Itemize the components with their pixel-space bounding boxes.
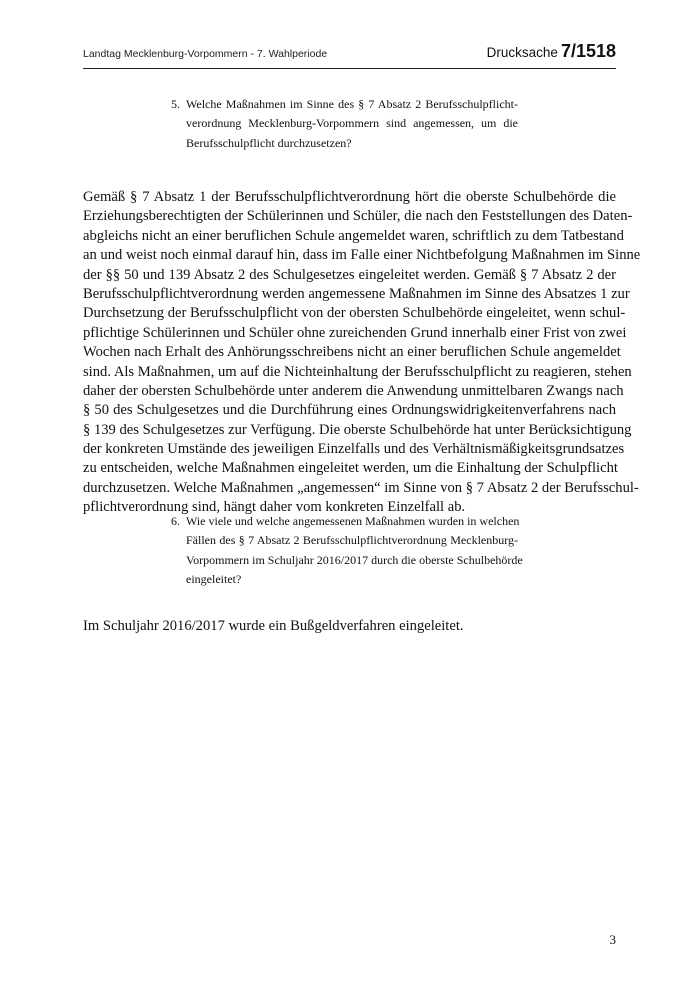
answer-line: Gemäß § 7 Absatz 1 der Berufsschulpflichtverordnung hört die oberste Schulbehörde die [83, 189, 616, 205]
parliament-title: Landtag Mecklenburg-Vorpommern - 7. Wahlperiode [83, 48, 328, 60]
answer-line: Berufsschulpflichtverordnung werden angemessene Maßnahmen im Sinne des Absatzes 1 zur [83, 285, 630, 302]
answer-5 [83, 188, 641, 518]
question-line: eingeleitet? [186, 572, 242, 587]
question-line: verordnung Mecklenburg-Vorpommern sind angemessen, um die [186, 116, 518, 131]
answer-line: § 50 des Schulgesetzes und die Durchführung eines Ordnungswidrigkeitenverfahrens nach [83, 402, 616, 419]
question-line: Fällen des § 7 Absatz 2 Berufsschulpflichtverordnung Mecklenburg- [186, 533, 518, 548]
page-header [83, 40, 616, 69]
answer-line: § 139 des Schulgesetzes zur Verfügung. Die oberste Schulbehörde hat unter Berücksichtigung [83, 421, 632, 438]
answer-line: der konkreten Umstände des jeweiligen Einzelfalls und des Verhältnismäßigkeitsgrundsatzes [83, 441, 625, 458]
answer-line: zu entscheiden, welche Maßnahmen eingeleitet werden, um die Einhaltung der Schulpflicht [83, 460, 618, 477]
answer-line: an und weist noch einmal darauf hin, dass im Falle einer Nichtbefolgung Maßnahmen im Sinne [83, 247, 641, 264]
answer-line: pflichtverordnung sind, hängt daher vom konkreten Einzelfall ab. [83, 499, 466, 516]
answer-line: daher der obersten Schulbehörde unter anderem die Anwendung unmittelbaren Zwangs nach [83, 382, 624, 399]
question-line: Vorpommern im Schuljahr 2016/2017 durch die oberste Schulbehörde [186, 552, 523, 567]
question-number: 5. [171, 97, 180, 111]
document-number [487, 41, 616, 62]
answer-6 [83, 617, 616, 636]
question-line: Berufsschulpflicht durchzusetzen? [186, 135, 352, 150]
answer-line: pflichtige Schülerinnen und Schüler ohne zureichenden Grund innerhalb einer Frist von zwei [83, 324, 627, 341]
question-6 [171, 514, 523, 587]
answer-line: Durchsetzung der Berufsschulpflicht von der obersten Schulbehörde eingeleitet, wenn schul- [83, 305, 626, 322]
answer-line: sind. Als Maßnahmen, um auf die Nichteinhaltung der Berufsschulpflicht zu reagieren, stehen [83, 363, 632, 380]
question-5 [171, 97, 518, 150]
answer-line: durchzusetzen. Welche Maßnahmen „angemessen“ im Sinne von § 7 Absatz 2 der Berufsschul- [83, 479, 639, 496]
answer-line: Wochen nach Erhalt des Anhörungsschreibens nicht an einer beruflichen Schule angemeldet [83, 344, 621, 361]
question-line: Welche Maßnahmen im Sinne des § 7 Absatz 2 Berufsschulpflicht- [186, 97, 518, 111]
question-text [186, 514, 523, 592]
drucksache-number: 7/1518 [560, 41, 616, 61]
answer-line: abgleichs nicht an einer beruflichen Schule angemeldet waren, schriftlich zu dem Tatbestand [83, 227, 624, 244]
question-text [186, 97, 518, 155]
question-line: Wie viele und welche angemessenen Maßnahmen wurden in welchen [186, 514, 520, 528]
question-number: 6. [171, 514, 180, 528]
page-number: 3 [609, 932, 616, 947]
answer-line: Im Schuljahr 2016/2017 wurde ein Bußgeldverfahren eingeleitet. [83, 618, 464, 634]
drucksache-label: Drucksache [486, 45, 558, 60]
answer-line: der §§ 50 und 139 Absatz 2 des Schulgesetzes eingeleitet werden. Gemäß § 7 Absatz 2 der [83, 266, 616, 283]
answer-line: Erziehungsberechtigten der Schülerinnen und Schüler, die nach den Feststellungen des Daten- [83, 208, 633, 225]
